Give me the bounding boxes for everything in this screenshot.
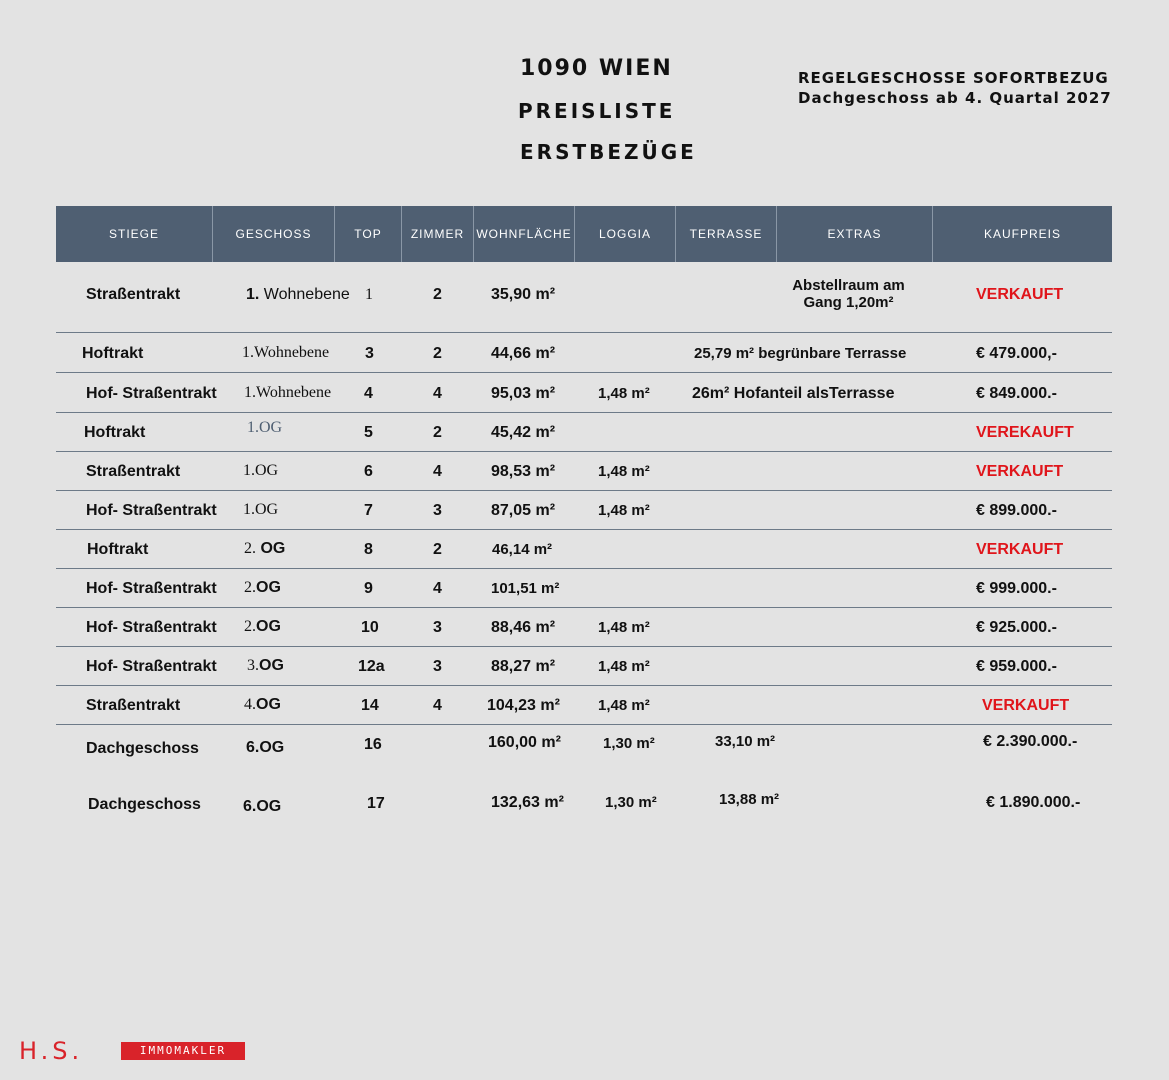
- cell-stiege: Hoftrakt: [84, 424, 146, 441]
- cell-zimmer: 4: [433, 697, 442, 714]
- table-row: [56, 569, 1112, 608]
- cell-zimmer: 4: [433, 463, 442, 480]
- cell-stiege: Hoftrakt: [82, 345, 144, 362]
- header-geschoss: GESCHOSS: [213, 206, 335, 262]
- table-row: [56, 647, 1112, 686]
- cell-kaufpreis: VERKAUFT: [976, 541, 1064, 558]
- table-header: [56, 206, 1112, 262]
- table-row: [56, 725, 1112, 781]
- cell-kaufpreis: VERKAUFT: [982, 697, 1070, 714]
- cell-stiege: Dachgeschoss: [88, 796, 201, 813]
- cell-stiege: Hof- Straßentrakt: [86, 658, 217, 675]
- table-row: [56, 782, 1112, 832]
- table-row: [56, 262, 1112, 333]
- cell-kaufpreis: € 899.000.-: [976, 502, 1057, 519]
- cell-wohnflaeche: 46,14 m²: [492, 541, 553, 558]
- cell-top: 6: [364, 463, 373, 480]
- cell-zimmer: 4: [433, 385, 442, 402]
- cell-stiege: Straßentrakt: [86, 286, 181, 303]
- cell-wohnflaeche: 88,46 m²: [491, 619, 556, 636]
- cell-wohnflaeche: 160,00 m²: [488, 734, 561, 751]
- cell-loggia: 1,30 m²: [605, 794, 657, 811]
- table-row: [56, 530, 1112, 569]
- cell-top: 4: [364, 385, 373, 402]
- cell-kaufpreis: € 479.000,-: [976, 345, 1057, 362]
- header-kaufpreis: KAUFPREIS: [983, 227, 1061, 241]
- cell-geschoss: 2. OG: [244, 540, 286, 557]
- cell-kaufpreis: € 999.000.-: [976, 580, 1057, 597]
- cell-loggia: 1,48 m²: [598, 385, 650, 402]
- header-top: TOP: [335, 206, 402, 262]
- table-row: [56, 452, 1112, 491]
- cell-zimmer: 3: [433, 658, 442, 675]
- cell-stiege: Hof- Straßentrakt: [86, 385, 217, 402]
- cell-loggia: 1,48 m²: [598, 463, 650, 480]
- cell-top: 8: [364, 541, 373, 558]
- availability-line-1: REGELGESCHOSSE SOFORTBEZUG: [798, 69, 1109, 87]
- cell-extras: 25,79 m² begrünbare Terrasse: [694, 345, 907, 362]
- page-title: 1090 WIEN: [520, 56, 673, 81]
- cell-loggia: 1,48 m²: [598, 619, 650, 636]
- cell-terrasse: 33,10 m²: [715, 733, 776, 750]
- cell-top: 5: [364, 424, 373, 441]
- cell-kaufpreis: € 849.000.-: [976, 385, 1057, 402]
- cell-wohnflaeche: 45,42 m²: [491, 424, 556, 441]
- cell-geschoss: 1.OG: [243, 501, 279, 518]
- cell-geschoss: 2.OG: [244, 618, 281, 635]
- cell-kaufpreis: € 2.390.000.-: [983, 733, 1078, 750]
- cell-terrasse: 13,88 m²: [719, 791, 780, 808]
- table-row: [56, 413, 1112, 452]
- cell-stiege: Hoftrakt: [87, 541, 149, 558]
- cell-geschoss: 1.Wohnebene: [242, 344, 330, 361]
- cell-zimmer: 2: [433, 286, 442, 303]
- company-logo: [19, 1037, 249, 1065]
- cell-geschoss: 6.OG: [243, 798, 282, 815]
- cell-loggia: 1,48 m²: [598, 502, 650, 519]
- table-row: [56, 333, 1112, 373]
- header-extras: EXTRAS: [777, 206, 933, 262]
- availability-info: [798, 68, 1112, 108]
- cell-zimmer: 3: [433, 502, 442, 519]
- cell-wohnflaeche: 98,53 m²: [491, 463, 556, 480]
- cell-wohnflaeche: 88,27 m²: [491, 658, 556, 675]
- cell-wohnflaeche: 95,03 m²: [491, 385, 556, 402]
- availability-line-2: Dachgeschoss ab 4. Quartal 2027: [798, 89, 1112, 107]
- cell-geschoss: 1.OG: [247, 419, 283, 436]
- cell-kaufpreis: € 1.890.000.-: [986, 794, 1081, 811]
- cell-kaufpreis: VEREKAUFT: [976, 424, 1074, 441]
- cell-zimmer: 2: [433, 424, 442, 441]
- cell-stiege: Hof- Straßentrakt: [86, 619, 217, 636]
- logo-letters: H.S.: [19, 1037, 84, 1065]
- cell-zimmer: 3: [433, 619, 442, 636]
- cell-loggia: 1,30 m²: [603, 735, 655, 752]
- cell-geschoss: 2.OG: [244, 579, 281, 596]
- cell-top: 7: [364, 502, 373, 519]
- cell-wohnflaeche: 101,51 m²: [491, 580, 560, 597]
- cell-top: 1: [365, 286, 373, 303]
- cell-kaufpreis: VERKAUFT: [976, 286, 1064, 303]
- cell-top: 10: [361, 619, 379, 636]
- cell-loggia: 1,48 m²: [598, 697, 650, 714]
- cell-top: 12a: [358, 658, 385, 675]
- cell-geschoss: 1.Wohnebene: [244, 384, 332, 401]
- cell-zimmer: 2: [433, 541, 442, 558]
- cell-wohnflaeche: 44,66 m²: [491, 345, 556, 362]
- header-terrasse: TERRASSE: [676, 206, 777, 262]
- cell-top: 17: [367, 795, 385, 812]
- cell-loggia: 1,48 m²: [598, 658, 650, 675]
- cell-geschoss: 1.OG: [243, 462, 279, 479]
- header-loggia: LOGGIA: [575, 206, 676, 262]
- cell-zimmer: 4: [433, 580, 442, 597]
- cell-kaufpreis: € 959.000.-: [976, 658, 1057, 675]
- cell-wohnflaeche: 35,90 m²: [491, 286, 556, 303]
- cell-wohnflaeche: 87,05 m²: [491, 502, 556, 519]
- table-row: [56, 686, 1112, 725]
- cell-stiege: Hof- Straßentrakt: [86, 580, 217, 597]
- page-subtitle: PREISLISTE: [518, 99, 676, 123]
- cell-geschoss: 6.OG: [246, 739, 285, 756]
- cell-top: 9: [364, 580, 373, 597]
- table-row: [56, 373, 1112, 413]
- cell-geschoss: 4.OG: [244, 696, 281, 713]
- cell-extras: Abstellraum am Gang 1,20m²: [792, 277, 905, 311]
- table-row: [56, 491, 1112, 530]
- header-wohnflaeche: WOHNFLÄCHE: [474, 206, 575, 262]
- cell-stiege: Straßentrakt: [86, 463, 181, 480]
- cell-wohnflaeche: 132,63 m²: [491, 794, 564, 811]
- cell-geschoss: 1. Wohnebene: [246, 286, 350, 303]
- cell-stiege: Dachgeschoss: [86, 740, 199, 757]
- header-zimmer: ZIMMER: [402, 206, 474, 262]
- cell-top: 16: [364, 736, 382, 753]
- cell-stiege: Straßentrakt: [86, 697, 181, 714]
- cell-geschoss: 3.OG: [247, 657, 284, 674]
- cell-zimmer: 2: [433, 345, 442, 362]
- header-stiege: STIEGE: [56, 206, 213, 262]
- cell-top: 3: [365, 345, 374, 362]
- page-subtitle-2: ERSTBEZÜGE: [520, 140, 697, 164]
- cell-stiege: Hof- Straßentrakt: [86, 502, 217, 519]
- cell-extras: 26m² Hofanteil alsTerrasse: [692, 385, 895, 402]
- cell-kaufpreis: VERKAUFT: [976, 463, 1064, 480]
- cell-wohnflaeche: 104,23 m²: [487, 697, 560, 714]
- logo-tag: IMMOMAKLER: [121, 1042, 245, 1060]
- table-row: [56, 608, 1112, 647]
- cell-top: 14: [361, 697, 379, 714]
- cell-kaufpreis: € 925.000.-: [976, 619, 1057, 636]
